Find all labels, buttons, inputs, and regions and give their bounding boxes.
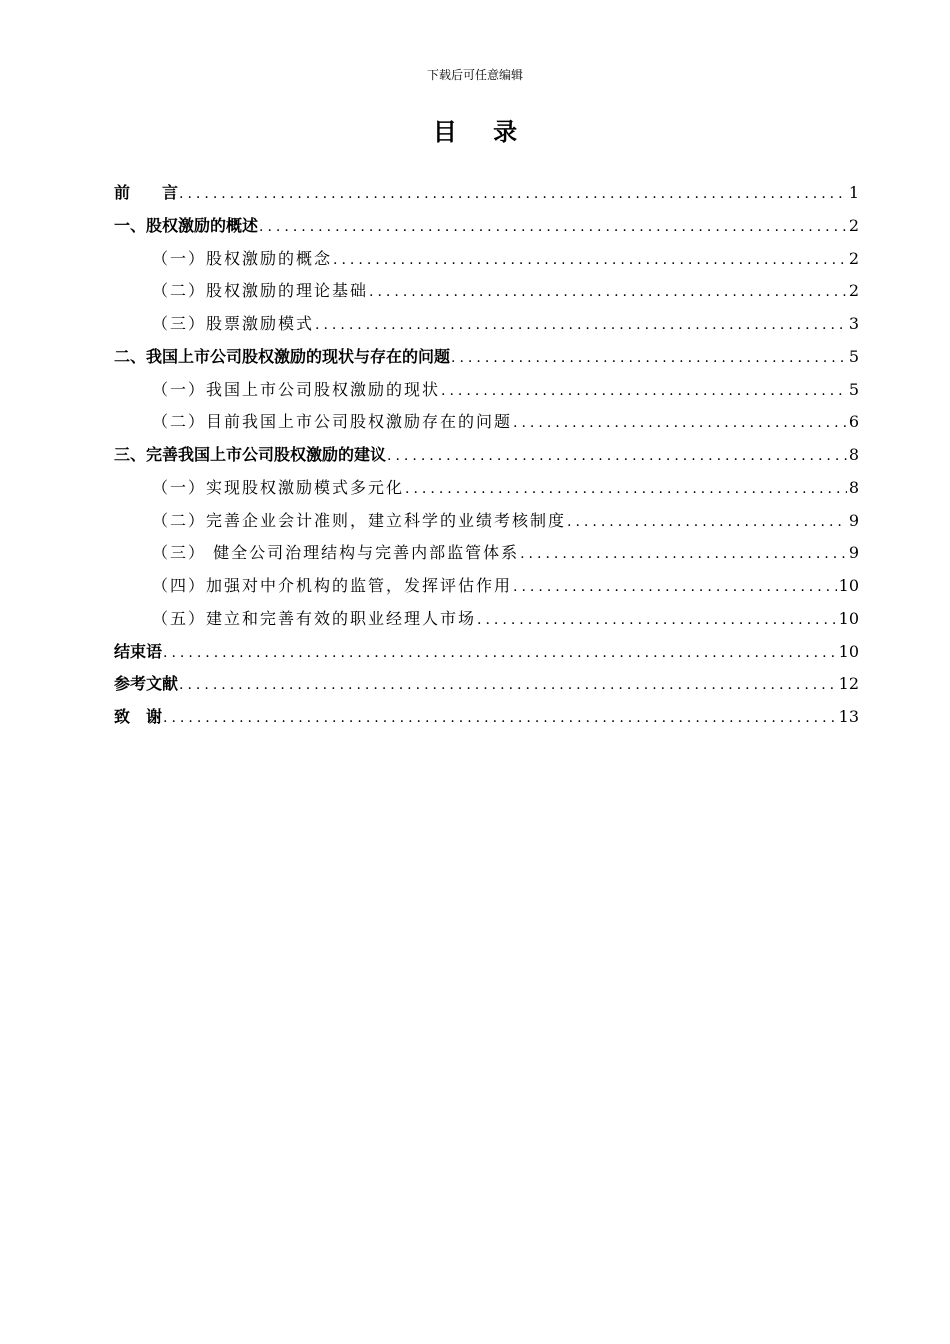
toc-entry-page-number: 1 [848,183,859,202]
toc-entry-label: 结束语 [114,641,163,661]
toc-leader-dots [451,342,847,374]
toc-leader-dots [441,375,847,407]
toc-leader-dots [405,473,847,505]
toc-leader-dots [179,669,837,701]
toc-entry-page-number: 13 [838,707,859,726]
toc-entry[interactable] [114,701,859,734]
toc-entry-page-number: 2 [848,281,859,301]
table-of-contents [114,177,859,734]
toc-entry-label: （一）股权激励的概念 [152,248,333,268]
toc-entry-label: （二）完善企业会计准则，建立科学的业绩考核制度 [152,510,567,530]
page-title: 目 录 [432,117,532,146]
toc-entry-page-number: 2 [848,248,859,268]
toc-entry-page-number: 8 [848,445,859,464]
toc-leader-dots [387,440,847,472]
toc-entry[interactable] [114,668,859,701]
toc-leader-dots [259,211,847,243]
toc-entry-page-number: 10 [838,641,859,661]
toc-entry[interactable] [114,406,859,439]
toc-entry-page-number: 5 [848,346,859,366]
toc-entry-page-number: 10 [838,576,859,595]
toc-entry-label: 三、完善我国上市公司股权激励的建议 [114,445,387,464]
toc-entry-label: （三） 健全公司治理结构与完善内部监管体系 [152,543,520,563]
toc-entry[interactable] [114,472,859,505]
toc-leader-dots [179,178,847,210]
toc-entry[interactable] [114,308,859,341]
toc-leader-dots [369,276,847,308]
toc-leader-dots [477,604,837,636]
toc-entry-label: （五）建立和完善有效的职业经理人市场 [152,608,477,628]
toc-entry[interactable] [114,177,859,210]
toc-entry-label: 二、我国上市公司股权激励的现状与存在的问题 [114,346,451,366]
toc-entry[interactable] [114,505,859,538]
toc-entry[interactable] [114,439,859,472]
toc-entry-page-number: 9 [848,510,859,530]
toc-entry-label: （二）目前我国上市公司股权激励存在的问题 [152,412,513,432]
toc-entry-page-number: 5 [848,379,859,399]
toc-entry[interactable] [114,636,859,669]
toc-entry[interactable] [114,210,859,243]
toc-entry[interactable] [114,374,859,407]
toc-entry[interactable] [114,570,859,603]
toc-entry-label: 一、股权激励的概述 [114,215,259,235]
toc-entry[interactable] [114,537,859,570]
toc-leader-dots [513,571,837,603]
toc-entry[interactable] [114,341,859,374]
toc-leader-dots [513,407,847,439]
toc-leader-dots [163,637,837,669]
toc-entry-page-number: 10 [838,608,859,628]
toc-entry-page-number: 12 [838,674,859,694]
toc-entry-label: 致 谢 [114,707,163,726]
toc-entry[interactable] [114,603,859,636]
toc-leader-dots [567,506,847,538]
toc-entry-label: （四）加强对中介机构的监管，发挥评估作用 [152,576,513,595]
toc-entry-label: （一）我国上市公司股权激励的现状 [152,379,441,399]
toc-entry-page-number: 2 [848,215,859,235]
toc-entry[interactable] [114,243,859,276]
toc-entry-label: （二）股权激励的理论基础 [152,281,369,301]
toc-leader-dots [520,538,847,570]
toc-entry-label: （三）股票激励模式 [152,314,315,333]
toc-leader-dots [333,244,847,276]
toc-entry-page-number: 8 [848,477,859,497]
toc-entry-page-number: 9 [848,543,859,563]
header-note: 下载后可任意编辑 [426,68,523,82]
toc-entry[interactable] [114,275,859,308]
toc-entry-label: （一）实现股权激励模式多元化 [152,477,405,497]
toc-leader-dots [163,702,837,734]
toc-entry-label: 前 言 [114,183,179,202]
toc-entry-label: 参考文献 [114,674,179,694]
toc-entry-page-number: 3 [848,314,859,333]
toc-entry-page-number: 6 [848,412,859,432]
toc-leader-dots [315,309,847,341]
